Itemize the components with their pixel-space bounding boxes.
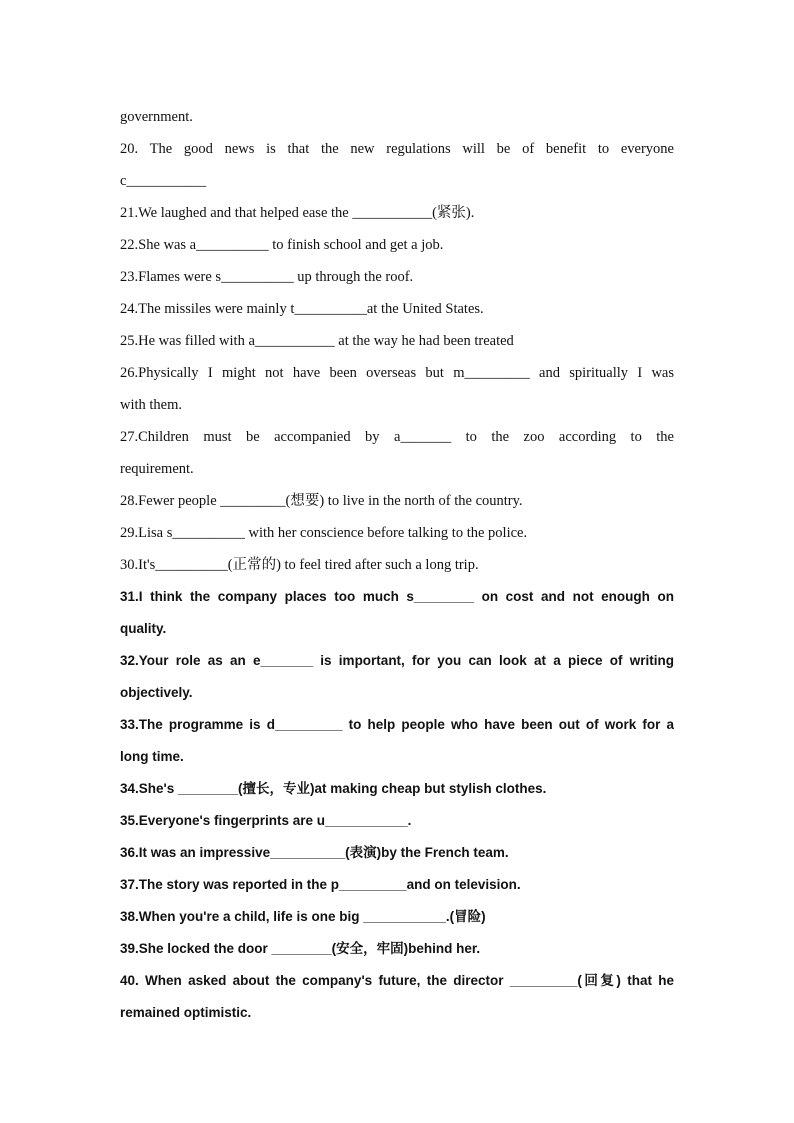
text-line: requirement. xyxy=(120,461,194,477)
question-20: 20. The good news is that the new regulations will be of benefit to everyone xyxy=(120,141,674,157)
question-26: 26.Physically I might not have been overseas but m_________ and spiritually I was xyxy=(120,365,674,381)
question-27: 27.Children must be accompanied by a_______ to the zoo according to the xyxy=(120,429,674,445)
text-line: objectively. xyxy=(120,685,193,700)
question-24: 24.The missiles were mainly t__________at the United States. xyxy=(120,301,484,317)
question-21: 21.We laughed and that helped ease the ___________(紧张). xyxy=(120,205,475,221)
question-22: 22.She was a__________ to finish school and get a job. xyxy=(120,237,444,253)
question-30: 30.It's__________(正常的) to feel tired after such a long trip. xyxy=(120,557,479,573)
question-37: 37.The story was reported in the p_________and on television. xyxy=(120,877,521,892)
question-31: 31.I think the company places too much s________ on cost and not enough on xyxy=(120,589,674,604)
text-line: with them. xyxy=(120,397,183,413)
question-29: 29.Lisa s__________ with her conscience before talking to the police. xyxy=(120,525,528,541)
question-28: 28.Fewer people _________(想要) to live in the north of the country. xyxy=(120,493,523,509)
question-23: 23.Flames were s__________ up through the roof. xyxy=(120,269,414,285)
question-38: 38.When you're a child, life is one big ___________.(冒险) xyxy=(120,909,486,924)
question-34: 34.She's ________(擅长，专业)at making cheap but stylish clothes. xyxy=(120,781,547,796)
text-line: government. xyxy=(120,109,193,125)
question-36: 36.It was an impressive__________(表演)by the French team. xyxy=(120,845,509,860)
exercise-list xyxy=(120,101,674,1029)
question-25: 25.He was filled with a___________ at the way he had been treated xyxy=(120,333,514,349)
question-33: 33.The programme is d_________ to help people who have been out of work for a xyxy=(120,717,674,732)
text-line: quality. xyxy=(120,621,167,636)
question-39: 39.She locked the door ________(安全，牢固)behind her. xyxy=(120,941,481,956)
question-32: 32.Your role as an e_______ is important, for you can look at a piece of writing xyxy=(120,653,674,668)
text-line: c___________ xyxy=(120,173,207,189)
question-35: 35.Everyone's fingerprints are u___________. xyxy=(120,813,412,828)
question-40: 40. When asked about the company's future, the director _________(回复) that he xyxy=(120,973,674,988)
text-line: long time. xyxy=(120,749,184,764)
text-line: remained optimistic. xyxy=(120,1005,252,1020)
